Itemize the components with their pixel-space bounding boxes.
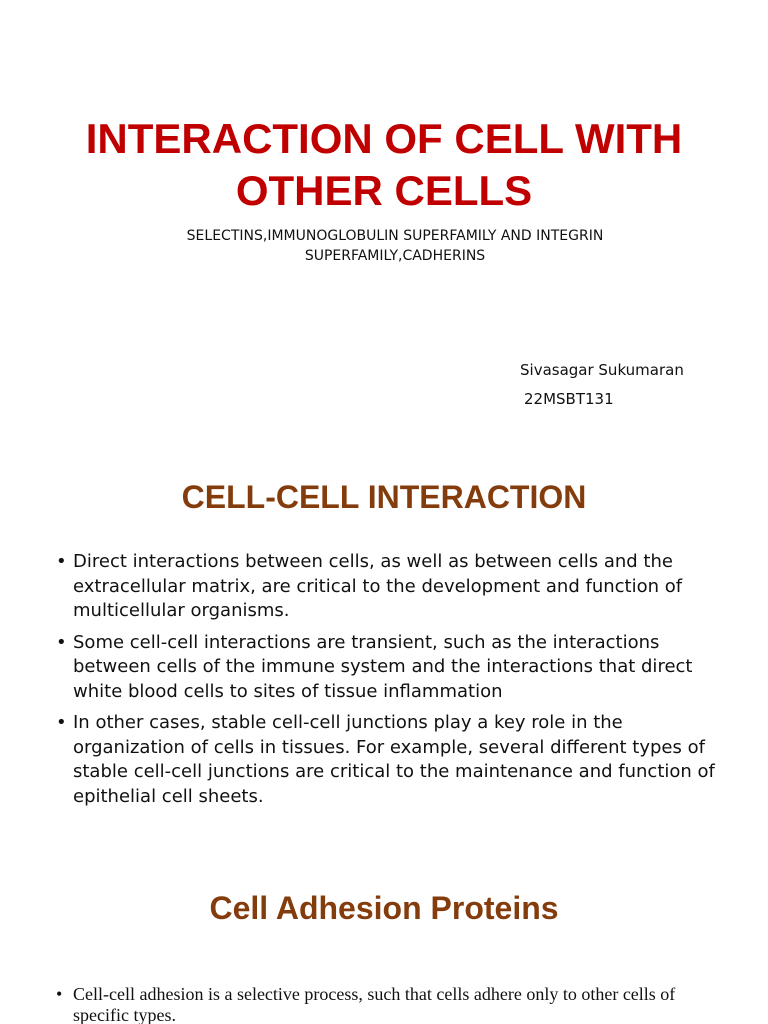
bullet-list-cell-cell xyxy=(56,550,716,816)
list-item: • In other cases, stable cell-cell junctions play a key role in the organization of cells in tissues. For example, several different types of stable cell-cell junctions are critical to the maintenance and function of epithelial cell sheets. xyxy=(56,711,716,809)
list-item: • Some cell-cell interactions are transient, such as the interactions between cells of the immune system and the interactions that direct white blood cells to sites of tissue inflammation xyxy=(56,631,716,705)
list-item: • Direct interactions between cells, as well as between cells and the extracellular matrix, are critical to the development and function of multicellular organisms. xyxy=(56,550,716,624)
author-id: 22MSBT131 xyxy=(524,390,614,408)
main-title: INTERACTION OF CELL WITH OTHER CELLS xyxy=(85,115,683,214)
list-item: • Cell-cell adhesion is a selective process, such that cells adhere only to other cells of specific types. xyxy=(56,984,696,1024)
section-heading-cell-adhesion-proteins: Cell Adhesion Proteins xyxy=(209,890,559,926)
author-name: Sivasagar Sukumaran xyxy=(520,361,684,379)
subtitle: SELECTINS,IMMUNOGLOBULIN SUPERFAMILY AND INTEGRIN SUPERFAMILY,CADHERINS xyxy=(186,228,604,264)
section-heading-cell-cell-interaction: CELL-CELL INTERACTION xyxy=(181,479,587,515)
bullet-list-adhesion xyxy=(56,984,696,1024)
